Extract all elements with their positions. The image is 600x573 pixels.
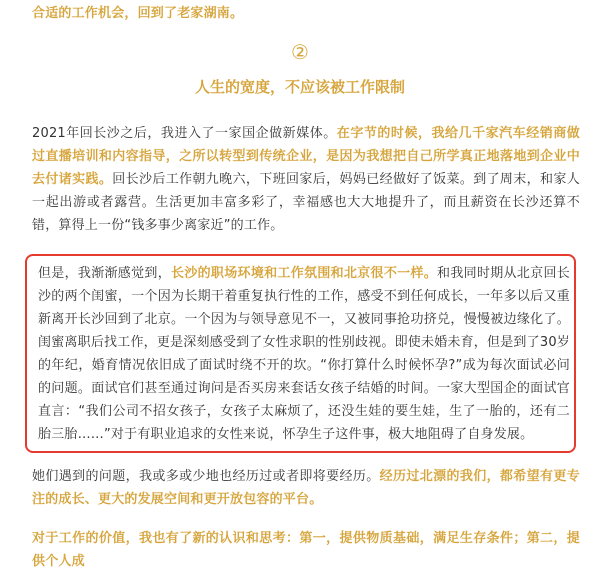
paragraph-4: 对于工作的价值，我也有了新的认识和思考：第一，提供物质基础，满足生存条件；第二，提供个人成 [32,531,580,569]
paragraph-3-lead: 她们遇到的问题，我或多或少地也经历过或者即将要经历。 [32,469,380,484]
section-heading: 人生的宽度，不应该被工作限制 [194,78,405,96]
paragraph-2-rest: 和我同时期从北京回长沙的两个闺蜜，一个因为长期干着重复执行性的工作，感受不到任何成长，一年多以后又重新离开长沙回到了北京。一个因为与领导意见不一，又被同事抢功挤兑，慢慢被边缘化了。闺蜜离职后找工作，更是深刻感受到了女性求职的性别歧视。即使未婚未育，但是到了30岁的年纪，婚育情况依旧成了面试时绕不开的坎。“你打算什么时候怀孕?”成为每次面试必问的问题。面试官们甚至通过询问是否买房来套话女孩子结婚的时间。一家大型国企的面试官直言：“我们公司不招女孩子，女孩子太麻烦了，还没生娃的要生娃，生了一胎的，还有二胎三胎……”对于有职业追求的女性来说，怀孕生子这件事，极大地阻碍了自身发展。 [38,266,570,442]
section-number: ② [291,40,309,64]
top-line-text: 合适的工作机会，回到了老家湖南。 [32,6,244,21]
paragraph-1 [32,122,580,237]
paragraph-2-lead: 但是，我渐渐感觉到， [38,266,172,281]
paragraph-3 [32,465,580,511]
paragraph-3-highlight: 经历过北漂的我们，都希望有更专注的成长、更大的发展空间和更开放包容的平台。 [32,469,580,507]
paragraph-1-rest: 回长沙后工作朝九晚六，下班回家后，妈妈已经做好了饭菜。到了周末，和家人一起出游或者露营。生活更加丰富多彩了，幸福感也大大地提升了，而且薪资在长沙还算不错，算得上一份“钱多事少离家近”的工作。 [32,172,580,233]
paragraph-1-highlight: 在字节的时候，我给几千家汽车经销商做过直播培训和内容指导，之所以转型到传统企业，是因为我想把自己所学真正地落地到企业中去付诸实践。 [32,126,580,187]
paragraph-2-highlight: 长沙的职场环境和工作氛围和北京很不一样。 [171,266,438,281]
paragraph-1-lead: 2021年回长沙之后，我进入了一家国企做新媒体。 [32,126,337,141]
paragraph-2 [38,262,570,446]
